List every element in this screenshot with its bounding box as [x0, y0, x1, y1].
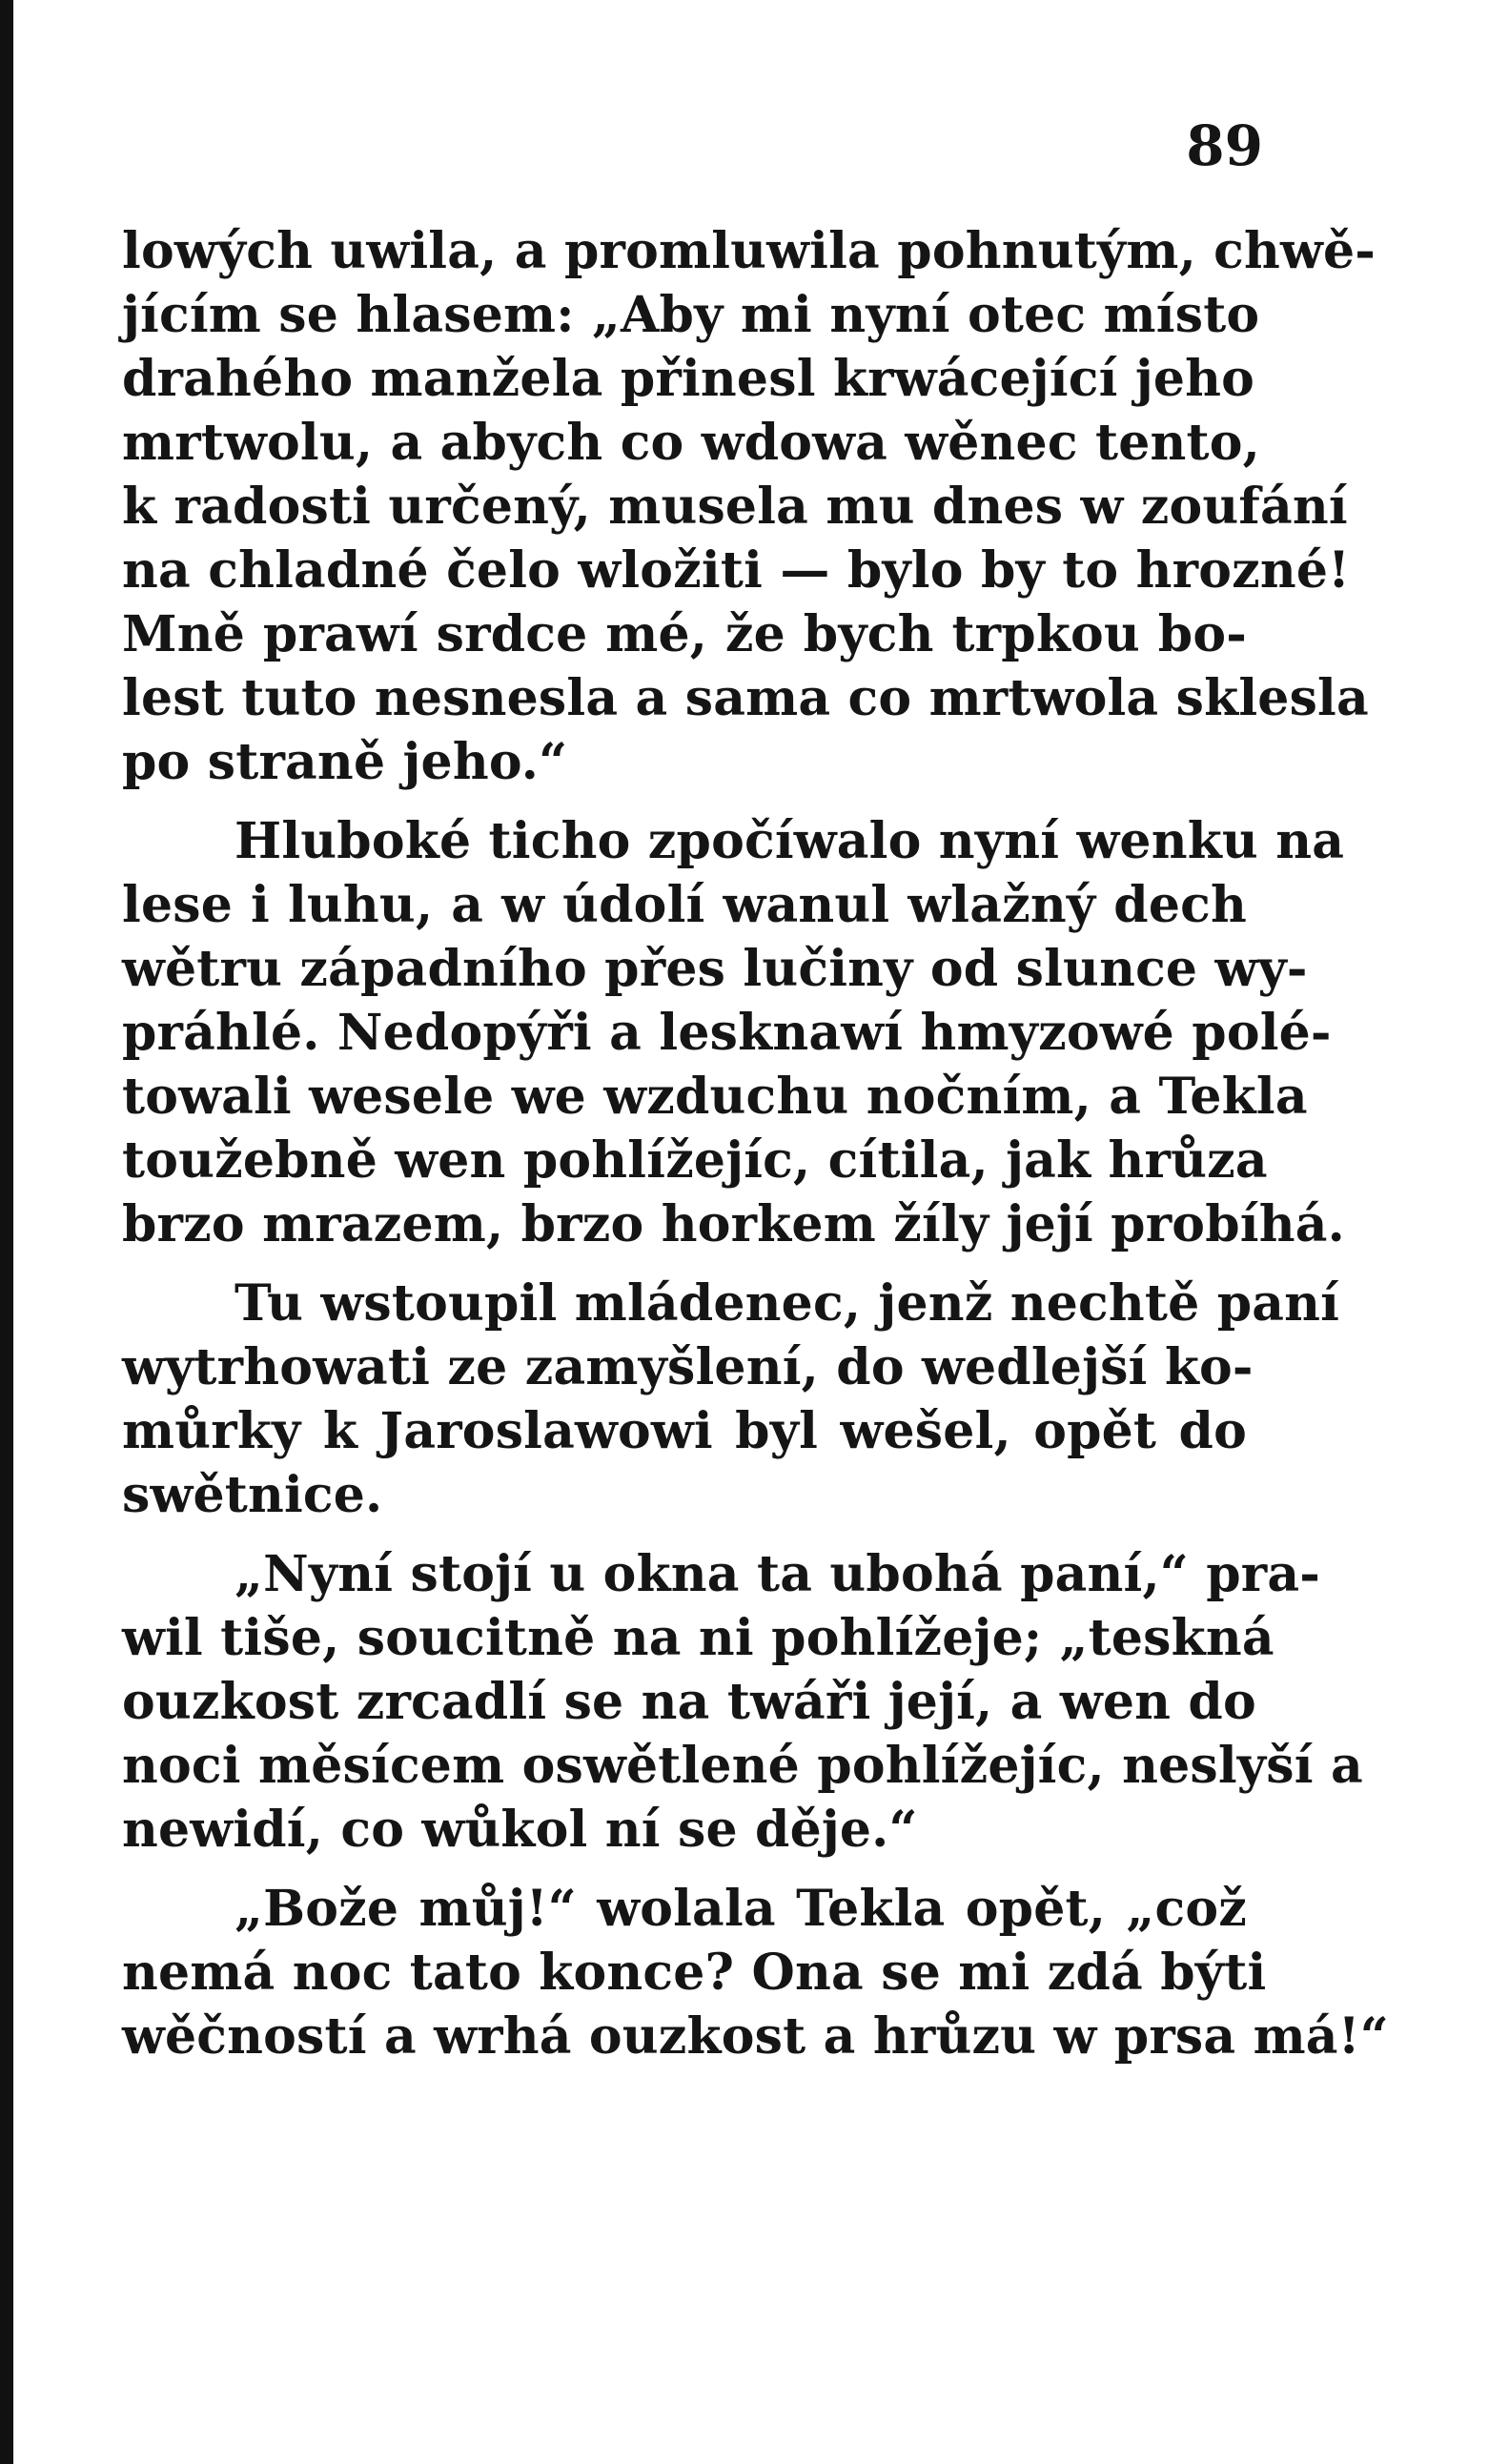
paragraph-2 — [122, 809, 1345, 1256]
text-line: wytrhowati ze zamyšlení, do wedlejší ko- — [122, 1338, 1254, 1396]
text-line: lese i luhu, a w údolí wanul wlažný dech — [122, 876, 1247, 934]
text-line: lest tuto nesnesla a sama co mrtwola sklesla — [122, 669, 1369, 727]
text-line: towali wesele we wzduchu nočním, a Tekla — [122, 1068, 1308, 1126]
text-line: práhlé. Nedopýři a lesknawí hmyzowé polé- — [122, 1004, 1332, 1062]
text-line: lowých uwila, a promluwila pohnutým, chwě- — [122, 222, 1376, 280]
text-line: jícím se hlasem: „Aby mi nyní otec místo — [122, 286, 1260, 344]
paragraph-3 — [122, 1272, 1340, 1527]
text-line: k radosti určený, musela mu dnes w zoufání — [122, 478, 1348, 536]
page-edge — [0, 0, 13, 2464]
book-text — [122, 219, 1389, 2068]
text-line: wěčností a wrhá ouzkost a hrůzu w prsa má!“ — [122, 2007, 1389, 2066]
text-line: swětnice. — [122, 1466, 383, 1524]
text-line: brzo mrazem, brzo horkem žíly její probíhá. — [122, 1195, 1345, 1253]
text-line: můrky k Jaroslawowi byl wešel, opět do — [122, 1402, 1247, 1460]
text-line: Tu wstoupil mládenec, jenž nechtě paní — [235, 1274, 1340, 1333]
text-line: na chladné čelo wložiti — bylo by to hrozné! — [122, 541, 1351, 600]
text-line: drahého manžela přinesl krwácející jeho — [122, 350, 1255, 408]
text-line: toužebně wen pohlížejíc, cítila, jak hrůza — [122, 1131, 1268, 1190]
paragraph-5 — [122, 1877, 1389, 2068]
paragraph-4 — [122, 1542, 1363, 1862]
text-line: noci měsícem oswětlené pohlížejíc, neslyší a — [122, 1737, 1363, 1795]
text-line: Hluboké ticho zpočíwalo nyní wenku na — [235, 812, 1345, 870]
text-line: ouzkost zrcadlí se na twáři její, a wen do — [122, 1673, 1256, 1731]
text-line: wětru západního přes lučiny od slunce wy- — [122, 940, 1308, 998]
text-line: „Bože můj!“ wolala Tekla opět, „což — [235, 1880, 1247, 1938]
text-line: wil tiše, soucitně na ni pohlížeje; „teskná — [122, 1609, 1274, 1667]
paragraph-1 — [122, 219, 1376, 794]
text-line: mrtwolu, a abych co wdowa wěnec tento, — [122, 414, 1260, 472]
text-line: po straně jeho.“ — [122, 733, 568, 791]
text-line: „Nyní stojí u okna ta ubohá paní,“ pra- — [235, 1545, 1321, 1603]
text-line: Mně prawí srdce mé, že bych trpkou bo- — [122, 605, 1247, 663]
text-line: nemá noc tato konce? Ona se mi zdá býti — [122, 1944, 1267, 2002]
page-number: 89 — [1186, 113, 1263, 178]
text-line: newidí, co wůkol ní se děje.“ — [122, 1801, 918, 1859]
